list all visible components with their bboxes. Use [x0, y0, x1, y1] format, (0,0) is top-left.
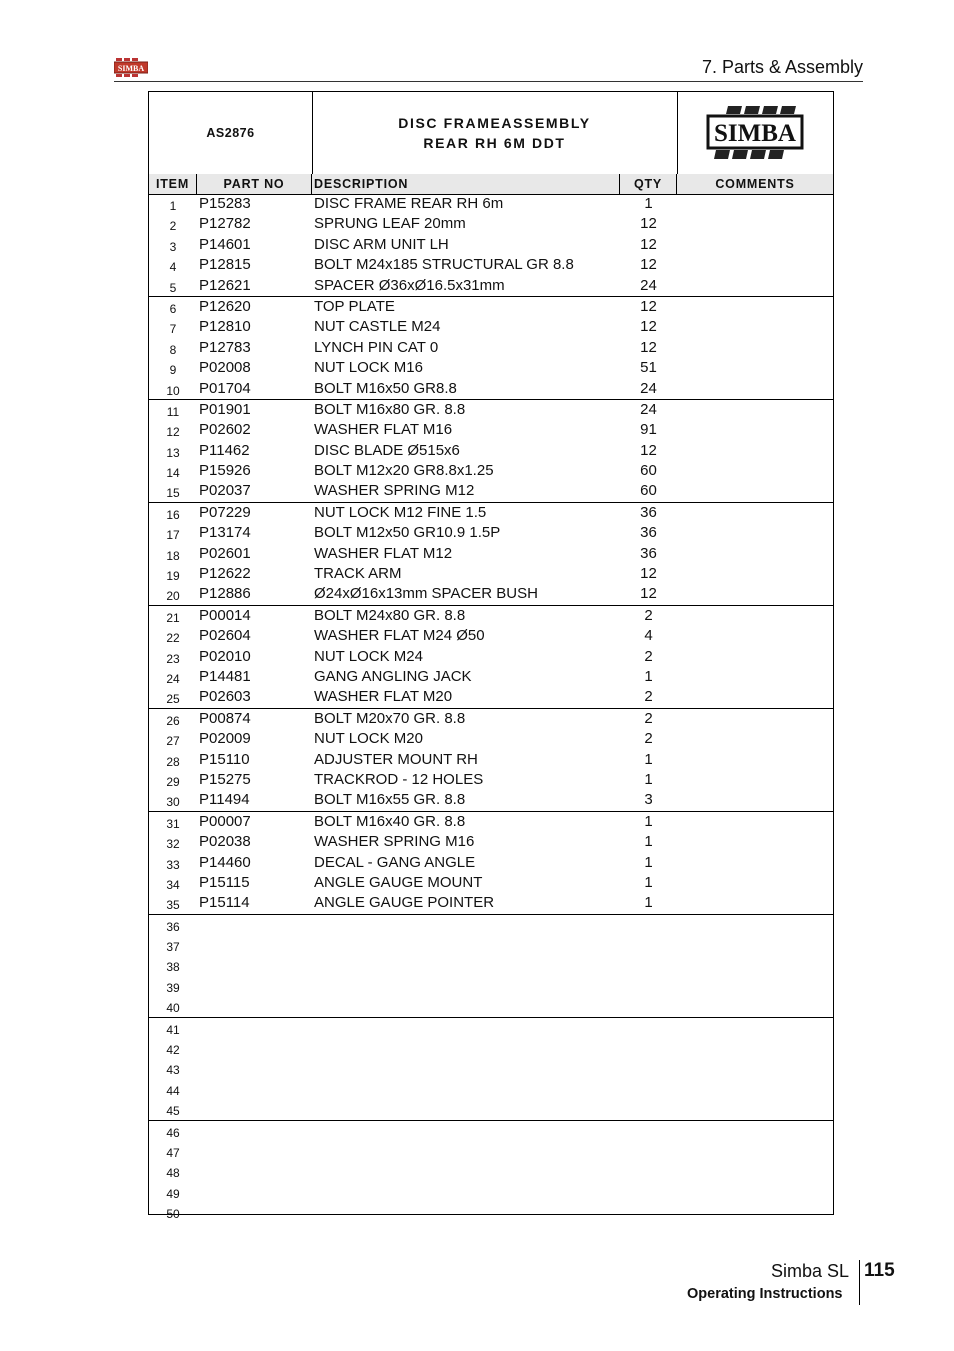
part-description: DECAL - GANG ANGLE [314, 853, 476, 871]
item-number: 31 [166, 816, 180, 831]
item-number: 46 [166, 1125, 180, 1140]
parts-sheet [148, 91, 834, 1222]
part-qty: 2 [644, 647, 653, 665]
table-row [149, 235, 833, 255]
part-qty: 1 [644, 667, 653, 685]
table-row [149, 503, 833, 523]
part-description: DISC BLADE Ø515x6 [314, 441, 460, 459]
item-number: 30 [166, 795, 180, 810]
row-group [149, 297, 833, 400]
item-number: 5 [169, 280, 177, 295]
svg-text:SIMBA: SIMBA [714, 120, 796, 147]
item-number: 49 [166, 1186, 180, 1201]
col-comments: COMMENTS [715, 177, 795, 191]
part-qty: 12 [640, 441, 657, 459]
assembly-title-line2: REAR RH 6M DDT [423, 135, 566, 151]
part-number: P02010 [199, 647, 251, 665]
part-number: P00874 [199, 709, 251, 727]
part-qty: 51 [640, 359, 657, 377]
table-row [149, 1202, 833, 1222]
part-number: P15115 [199, 873, 250, 891]
part-qty: 2 [644, 606, 653, 624]
part-description: SPACER Ø36xØ16.5x31mm [314, 276, 505, 294]
item-number: 23 [166, 651, 180, 666]
assembly-title [312, 92, 678, 174]
part-description: GANG ANGLING JACK [314, 667, 472, 685]
part-number: P02602 [199, 421, 251, 439]
part-qty [620, 1079, 677, 1099]
svg-text:SIMBA: SIMBA [117, 64, 145, 73]
part-qty [620, 935, 677, 955]
row-group [149, 709, 833, 812]
table-row [149, 400, 833, 420]
table-row [149, 358, 833, 378]
table-row [149, 564, 833, 584]
part-number: P14601 [199, 235, 251, 253]
table-row [149, 935, 833, 955]
table-row [149, 770, 833, 790]
item-number: 9 [169, 363, 177, 378]
table-row [149, 1182, 833, 1202]
part-description: BOLT M16x40 GR. 8.8 [314, 812, 466, 830]
part-qty [620, 1202, 677, 1222]
table-row [149, 1038, 833, 1058]
table-row [149, 523, 833, 543]
item-number: 39 [166, 980, 180, 995]
part-number: P00007 [199, 812, 251, 830]
part-description: Ø24xØ16x13mm SPACER BUSH [314, 585, 538, 603]
table-row [149, 194, 833, 214]
item-number: 8 [169, 342, 177, 357]
item-number: 35 [166, 898, 180, 913]
part-number: P15283 [199, 195, 251, 212]
item-number: 43 [166, 1063, 180, 1078]
part-number: P14460 [199, 853, 251, 871]
part-qty [620, 976, 677, 996]
row-group [149, 915, 833, 1018]
part-description: BOLT M16x50 GR8.8 [314, 379, 457, 397]
header-simba-logo [114, 58, 148, 78]
item-number: 33 [166, 857, 180, 872]
parts-rows [149, 194, 833, 1223]
part-qty: 36 [640, 544, 657, 562]
part-qty [620, 1121, 677, 1141]
part-qty: 2 [644, 709, 653, 727]
part-qty: 1 [644, 770, 653, 788]
item-number: 1 [169, 199, 177, 213]
table-row [149, 441, 833, 461]
part-qty [620, 915, 677, 935]
assembly-number: AS2876 [149, 92, 313, 174]
table-row [149, 255, 833, 275]
table-row [149, 1161, 833, 1181]
table-row [149, 1058, 833, 1078]
part-description: BOLT M24x80 GR. 8.8 [314, 606, 466, 624]
table-row [149, 790, 833, 810]
item-number: 18 [166, 548, 180, 563]
part-description: DISC ARM UNIT LH [314, 235, 449, 253]
footer-product: Simba SL [771, 1261, 850, 1281]
part-qty: 1 [644, 853, 653, 871]
part-description: NUT LOCK M12 FINE 1.5 [314, 503, 487, 521]
part-description: NUT CASTLE M24 [314, 318, 441, 336]
part-number: P12620 [199, 297, 251, 315]
part-qty [620, 1058, 677, 1078]
part-qty: 12 [640, 338, 657, 356]
part-number: P12783 [199, 338, 251, 356]
item-number: 27 [166, 734, 180, 749]
table-row [149, 544, 833, 564]
part-number: P14481 [199, 667, 251, 685]
table-row [149, 606, 833, 626]
part-number: P11494 [199, 791, 250, 809]
page-number: 115 [864, 1260, 895, 1281]
table-row [149, 976, 833, 996]
part-description: WASHER SPRING M12 [314, 482, 475, 500]
table-row [149, 750, 833, 770]
section-title: 7. Parts & Assembly [701, 57, 863, 77]
item-number: 36 [166, 919, 180, 934]
part-qty: 24 [640, 276, 657, 294]
part-qty: 12 [640, 585, 657, 603]
item-number: 47 [166, 1145, 180, 1160]
item-number: 26 [166, 713, 180, 728]
col-description: DESCRIPTION [312, 174, 620, 194]
part-qty: 12 [640, 297, 657, 315]
col-qty: QTY [620, 174, 677, 194]
item-number: 6 [169, 301, 177, 316]
table-row [149, 832, 833, 852]
item-number: 13 [166, 445, 180, 460]
part-qty: 1 [644, 195, 653, 212]
item-number: 19 [166, 569, 180, 584]
table-row [149, 297, 833, 317]
item-number: 20 [166, 589, 180, 604]
part-number: P02009 [199, 730, 251, 748]
part-number: P12782 [199, 215, 251, 233]
row-group [149, 400, 833, 503]
part-description: ADJUSTER MOUNT RH [314, 750, 478, 768]
table-row [149, 687, 833, 707]
item-number: 41 [166, 1022, 180, 1037]
table-row [149, 420, 833, 440]
item-number: 11 [166, 404, 180, 419]
table-row [149, 626, 833, 646]
part-description: NUT LOCK M20 [314, 730, 423, 748]
part-description: BOLT M20x70 GR. 8.8 [314, 709, 466, 727]
part-qty: 2 [644, 730, 653, 748]
row-group [149, 812, 833, 915]
footer-subtitle: Operating Instructions [687, 1286, 843, 1302]
part-description: LYNCH PIN CAT 0 [314, 338, 439, 356]
part-qty: 24 [640, 400, 657, 418]
item-number: 10 [166, 383, 180, 398]
part-number: P12815 [199, 256, 251, 274]
part-number: P15926 [199, 462, 251, 480]
part-qty: 91 [640, 421, 657, 439]
part-number: P12621 [199, 276, 251, 294]
part-number: P02603 [199, 688, 251, 706]
part-number: P02604 [199, 627, 251, 645]
part-qty: 12 [640, 215, 657, 233]
part-number: P02037 [199, 482, 251, 500]
part-description: WASHER FLAT M24 Ø50 [314, 627, 485, 645]
table-row [149, 1099, 833, 1119]
part-number: P15110 [199, 750, 250, 768]
item-number: 28 [166, 754, 180, 769]
part-qty [620, 1018, 677, 1038]
item-number: 37 [166, 940, 180, 955]
item-number: 12 [166, 425, 180, 440]
item-number: 21 [166, 610, 180, 625]
item-number: 50 [166, 1207, 180, 1222]
part-description: WASHER FLAT M16 [314, 421, 453, 439]
table-row [149, 647, 833, 667]
table-row [149, 915, 833, 935]
item-number: 34 [166, 877, 180, 892]
part-qty [620, 996, 677, 1016]
item-number: 48 [166, 1166, 180, 1181]
row-group [149, 606, 833, 709]
column-header-row [149, 174, 833, 195]
table-row [149, 1121, 833, 1141]
part-description: WASHER SPRING M16 [314, 833, 475, 851]
item-number: 29 [166, 774, 180, 789]
item-number: 4 [169, 260, 177, 275]
table-row [149, 461, 833, 481]
part-qty: 12 [640, 318, 657, 336]
assembly-title-line1: DISC FRAMEASSEMBLY [398, 115, 591, 131]
part-description: TRACKROD - 12 HOLES [314, 770, 484, 788]
part-description: BOLT M12x20 GR8.8x1.25 [314, 462, 494, 480]
part-number: P12886 [199, 585, 251, 603]
part-description: DISC FRAME REAR RH 6m [314, 195, 504, 212]
item-number: 15 [166, 486, 180, 501]
item-number: 42 [166, 1043, 180, 1058]
table-row [149, 317, 833, 337]
footer-divider [859, 1260, 860, 1305]
part-number: P12622 [199, 565, 251, 583]
item-number: 32 [166, 837, 180, 852]
item-number: 3 [169, 239, 177, 254]
table-row [149, 276, 833, 296]
part-qty [620, 1161, 677, 1181]
item-number: 7 [169, 322, 177, 337]
part-qty: 1 [644, 833, 653, 851]
row-group [149, 1018, 833, 1121]
header-rule [114, 81, 863, 82]
item-number: 2 [169, 219, 177, 234]
row-group [149, 503, 833, 606]
part-number: P13174 [199, 524, 251, 542]
part-number: P15275 [199, 770, 251, 788]
item-number: 40 [166, 1001, 180, 1016]
table-row [149, 584, 833, 604]
part-description: TRACK ARM [314, 565, 402, 583]
part-number: P12810 [199, 318, 251, 336]
simba-logo [677, 92, 833, 174]
row-group [149, 194, 833, 297]
part-number: P02601 [199, 544, 251, 562]
part-qty: 3 [644, 791, 653, 809]
table-row [149, 853, 833, 873]
part-description: ANGLE GAUGE MOUNT [314, 873, 483, 891]
part-description: WASHER FLAT M20 [314, 688, 453, 706]
part-qty: 1 [644, 812, 653, 830]
part-number: P00014 [199, 606, 251, 624]
item-number: 25 [166, 692, 180, 707]
col-item: ITEM [149, 174, 197, 194]
part-number: P11462 [199, 441, 250, 459]
part-qty: 36 [640, 503, 657, 521]
part-number: P01704 [199, 379, 251, 397]
part-qty: 4 [644, 627, 653, 645]
part-qty [620, 1182, 677, 1202]
item-number: 24 [166, 671, 180, 686]
table-row [149, 379, 833, 399]
part-number: P02038 [199, 833, 251, 851]
part-qty: 1 [644, 894, 653, 912]
sheet-title-block [149, 92, 833, 175]
part-qty: 1 [644, 750, 653, 768]
item-number: 45 [166, 1104, 180, 1119]
part-qty: 12 [640, 235, 657, 253]
item-number: 38 [166, 960, 180, 975]
table-row [149, 338, 833, 358]
table-row [149, 955, 833, 975]
part-qty [620, 1038, 677, 1058]
table-row [149, 667, 833, 687]
table-row [149, 812, 833, 832]
part-qty [620, 1141, 677, 1161]
table-row [149, 709, 833, 729]
part-qty: 12 [640, 565, 657, 583]
item-number: 22 [166, 631, 180, 646]
table-row [149, 1079, 833, 1099]
col-part-no: PART NO [197, 174, 312, 194]
part-qty: 2 [644, 688, 653, 706]
part-qty: 60 [640, 462, 657, 480]
item-number: 16 [166, 507, 180, 522]
item-number: 17 [166, 528, 180, 543]
part-description: WASHER FLAT M12 [314, 544, 453, 562]
table-row [149, 996, 833, 1016]
part-qty: 1 [644, 873, 653, 891]
part-number: P15114 [199, 894, 250, 912]
part-qty: 36 [640, 524, 657, 542]
table-row [149, 481, 833, 501]
row-group [149, 1121, 833, 1223]
table-row [149, 729, 833, 749]
part-description: BOLT M16x80 GR. 8.8 [314, 400, 466, 418]
item-number: 14 [166, 466, 180, 481]
part-description: BOLT M24x185 STRUCTURAL GR 8.8 [314, 256, 574, 274]
table-row [149, 893, 833, 913]
part-number: P07229 [199, 503, 251, 521]
part-qty: 12 [640, 256, 657, 274]
part-description: ANGLE GAUGE POINTER [314, 894, 495, 912]
part-qty: 24 [640, 379, 657, 397]
part-description: NUT LOCK M24 [314, 647, 423, 665]
table-row [149, 214, 833, 234]
part-description: SPRUNG LEAF 20mm [314, 215, 466, 233]
part-number: P02008 [199, 359, 251, 377]
part-number: P01901 [199, 400, 251, 418]
part-qty [620, 1099, 677, 1119]
part-description: NUT LOCK M16 [314, 359, 423, 377]
table-row [149, 873, 833, 893]
part-qty: 60 [640, 482, 657, 500]
part-description: TOP PLATE [314, 297, 395, 315]
table-row [149, 1141, 833, 1161]
part-description: BOLT M16x55 GR. 8.8 [314, 791, 466, 809]
item-number: 44 [166, 1083, 180, 1098]
table-row [149, 1018, 833, 1038]
part-qty [620, 955, 677, 975]
part-description: BOLT M12x50 GR10.9 1.5P [314, 524, 501, 542]
